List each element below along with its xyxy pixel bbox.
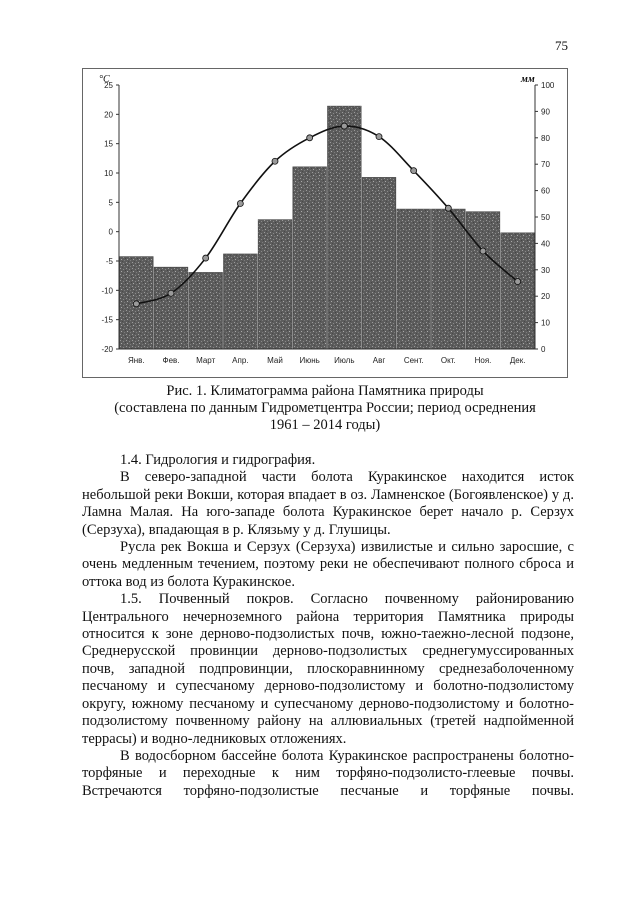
caption-line: 1961 – 2014 годы) — [269, 417, 381, 433]
x-tick-label: Окт. — [440, 356, 456, 365]
temperature-point — [515, 279, 521, 285]
right-tick-label: 20 — [541, 292, 550, 302]
temperature-point — [411, 168, 417, 174]
precip-bar — [224, 254, 258, 349]
temperature-point — [133, 301, 139, 307]
x-tick-label: Фев. — [162, 356, 180, 365]
caption-line: Рис. 1. Климатограмма района Памятника природы — [166, 383, 484, 399]
precip-bar — [258, 220, 292, 349]
precip-bar — [432, 209, 466, 349]
x-tick-label: Июль — [334, 356, 355, 365]
paragraph-soil: 1.5. Почвенный покров. Согласно почвенному районированию Центрального нечерноземного района территория Памятника природы относится к зоне дерново-подзолистых почв, южно-таежно-лесной подзоне, Среднерусской провинции дерново-подзолистых среднегумуссированных почв, западной подпровинции, плоскоравнинному среднезаболоченному песчаному и супесчаному дерново-подзолистому и болотно-подзолистому округу, южному песчаному и супесчаному дерново-подзолистому и болотно-подзолистому почвенному району на аллювиальных (третей надпойменной террасы) и водно-ледниковых отложениях. — [82, 591, 574, 747]
left-tick-label: -20 — [101, 345, 113, 354]
left-tick-label: 15 — [104, 139, 113, 149]
temperature-point — [445, 205, 451, 211]
section-heading-hydrology: 1.4. Гидрология и гидрография. — [120, 452, 316, 468]
paragraph: Русла рек Вокша и Серзух (Серзуха) извилистые и сильно заросшие, с очень медленным течением, поэтому реки не обеспечивают полного сброса и оттока вод из болота Куракинское. — [82, 539, 574, 590]
paragraph: В северо-западной части болота Куракинское находится исток небольшой реки Вокши, которая впадает в оз. Ламненское (Богоявленское) у д. Ламна Малая. На юго-западе болота Куракинское берет начало р. Серзух (Серзуха), впадающая в р. Клязьму у д. Глушицы. — [82, 469, 574, 538]
body-text — [82, 452, 574, 800]
right-tick-label: 90 — [541, 107, 550, 117]
x-tick-label: Май — [267, 356, 283, 365]
x-tick-label: Дек. — [509, 356, 526, 365]
caption-line: (составлена по данным Гидрометцентра России; период осреднения — [114, 400, 536, 416]
right-tick-label: 10 — [541, 318, 550, 328]
paragraph: В водосборном бассейне болота Куракинское распространены болотно-торфяные и переходные к ним торфяно-подзолисто-глеевые почвы. Встречаются торфяно-подзолистые песчаные и торфяные почвы. — [82, 747, 574, 799]
left-axis-label: °C — [99, 74, 110, 85]
right-tick-label: 30 — [541, 265, 550, 275]
right-tick-label: 100 — [541, 81, 555, 90]
left-tick-label: 10 — [104, 169, 113, 178]
left-tick-label: 20 — [104, 110, 113, 120]
right-tick-label: 70 — [541, 160, 550, 170]
x-tick-label: Апр. — [232, 356, 249, 365]
left-tick-label: 0 — [108, 227, 113, 237]
temperature-point — [168, 290, 174, 296]
left-tick-label: -15 — [101, 315, 113, 325]
right-tick-label: 40 — [541, 239, 550, 249]
x-tick-label: Янв. — [127, 356, 145, 365]
precip-bar — [328, 106, 362, 349]
temperature-point — [480, 248, 486, 254]
page-number: 75 — [555, 38, 568, 53]
precip-bar — [501, 233, 535, 349]
left-tick-label: -5 — [105, 257, 113, 266]
right-tick-label: 80 — [541, 133, 550, 143]
precip-bar — [397, 209, 431, 349]
x-tick-label: Март — [196, 356, 216, 365]
figure-caption — [82, 383, 568, 434]
temperature-point — [307, 135, 313, 141]
climatogram-chart — [82, 68, 568, 378]
precip-bar — [293, 167, 327, 349]
temperature-point — [341, 123, 347, 129]
left-tick-label: 5 — [108, 198, 113, 208]
left-tick-label: -10 — [101, 286, 113, 296]
temperature-point — [272, 158, 278, 164]
temperature-point — [237, 201, 243, 207]
right-tick-label: 50 — [541, 213, 550, 222]
precip-bar — [466, 212, 500, 349]
precip-bar — [362, 177, 396, 349]
x-tick-label: Сент. — [403, 356, 424, 365]
temperature-point — [376, 134, 382, 140]
precip-bar — [154, 267, 188, 349]
temperature-point — [203, 255, 209, 261]
right-tick-label: 60 — [541, 186, 550, 196]
left-tick-label: 25 — [104, 81, 113, 90]
x-tick-label: Авг — [372, 356, 386, 365]
right-axis-label: мм — [521, 74, 535, 85]
climatogram-svg — [83, 69, 569, 379]
x-tick-label: Ноя. — [474, 356, 492, 365]
precip-bar — [189, 272, 223, 349]
right-tick-label: 0 — [541, 345, 546, 354]
x-tick-label: Июнь — [299, 356, 320, 365]
